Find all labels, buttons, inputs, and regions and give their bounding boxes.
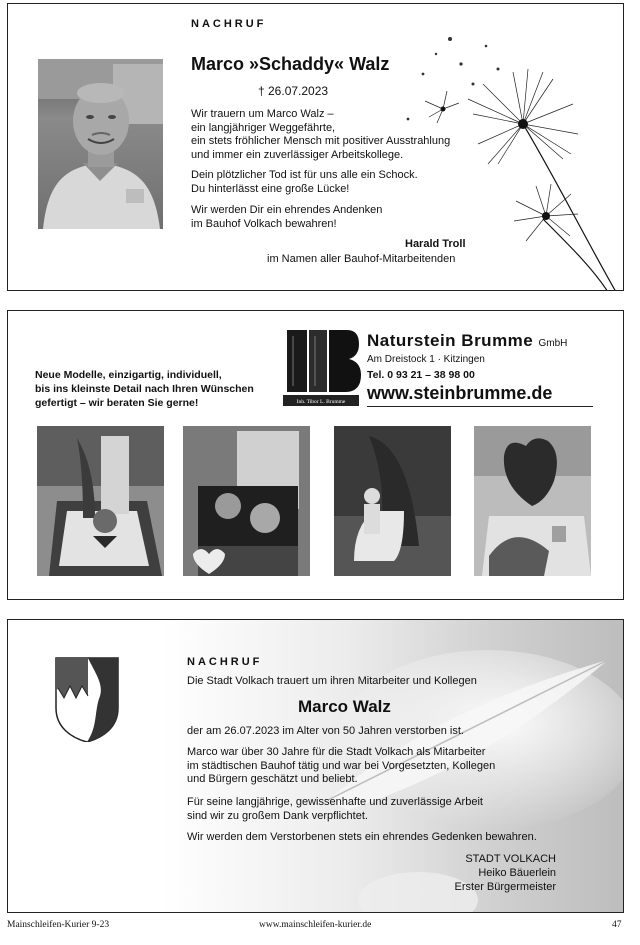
- divider: [367, 406, 593, 407]
- deceased-name: Marco Walz: [298, 697, 391, 716]
- gravestone-photo: [37, 426, 164, 576]
- gravestone-photo: [474, 426, 591, 576]
- gravestone-photo: [334, 426, 451, 576]
- obituary-paragraph: Dein plötzlicher Tod ist für uns alle ein Schock. Du hinterlässt eine große Lücke!: [191, 169, 418, 195]
- gravestone-photo: [183, 426, 310, 576]
- obituary-intro: Die Stadt Volkach trauert um ihren Mitarbeiter und Kollegen: [187, 675, 477, 687]
- obituary-label: NACHRUF: [191, 18, 267, 30]
- death-date: † 26.07.2023: [258, 84, 329, 98]
- obituary-ad-bauhof: [7, 3, 624, 291]
- obituary-paragraph: Für seine langjährige, gewissenhafte und zuverlässige Arbeit sind wir zu großem Dank verpflichtet.: [187, 796, 483, 822]
- death-line: der am 26.07.2023 im Alter von 50 Jahren verstorben ist.: [187, 725, 464, 737]
- signature-block: STADT VOLKACH Heiko Bäuerlein Erster Bürgermeister: [454, 853, 556, 893]
- deceased-name: Marco »Schaddy« Walz: [191, 54, 390, 74]
- volkach-coat-of-arms: [54, 656, 120, 742]
- page-number: 47: [612, 920, 622, 930]
- signer-name: Harald Troll: [405, 238, 466, 250]
- company-name-text: Naturstein Brumme: [367, 331, 534, 350]
- signer-note: im Namen aller Bauhof-Mitarbeitenden: [267, 253, 456, 265]
- footer-website[interactable]: www.mainschleifen-kurier.de: [259, 920, 372, 930]
- company-website[interactable]: www.steinbrumme.de: [367, 383, 553, 403]
- company-name: [367, 331, 567, 351]
- obituary-paragraph: Wir werden dem Verstorbenen stets ein ehrendes Gedenken bewahren.: [187, 831, 537, 843]
- company-address: Am Dreistock 1 · Kitzingen: [367, 354, 485, 365]
- company-logo: [281, 328, 361, 408]
- portrait-illustration: [38, 59, 163, 229]
- company-phone: Tel. 0 93 21 – 38 98 00: [367, 369, 475, 381]
- portrait-photo: [38, 59, 163, 229]
- footer-publication: Mainschleifen-Kurier 9-23: [7, 920, 110, 930]
- obituary-paragraph: Wir trauern um Marco Walz – ein langjähriger Weggefährte, ein stets fröhlicher Mensch mit positiver Ausstrahlung und immer ein zuverlässiger Arbeitskollege.: [191, 108, 451, 161]
- obituary-ad-stadt-volkach: [7, 619, 624, 913]
- advert-tagline: Neue Modelle, einzigartig, individuell, bis ins kleinste Detail nach Ihren Wünschen gefertigt – wir beraten Sie gerne!: [35, 369, 254, 409]
- logo-caption: Inh. Tibor L. Brumme: [296, 399, 346, 405]
- company-suffix: GmbH: [538, 338, 568, 349]
- obituary-label: NACHRUF: [187, 656, 263, 668]
- obituary-paragraph: Wir werden Dir ein ehrendes Andenken im Bauhof Volkach bewahren!: [191, 204, 383, 230]
- advert-naturstein-brumme: [7, 310, 624, 600]
- obituary-paragraph: Marco war über 30 Jahre für die Stadt Volkach als Mitarbeiter im städtischen Bauhof tätig und war bei Vorgesetzten, Kollegen und Bürgern geschätzt und beliebt.: [187, 746, 496, 785]
- dandelion-illustration: [368, 24, 624, 291]
